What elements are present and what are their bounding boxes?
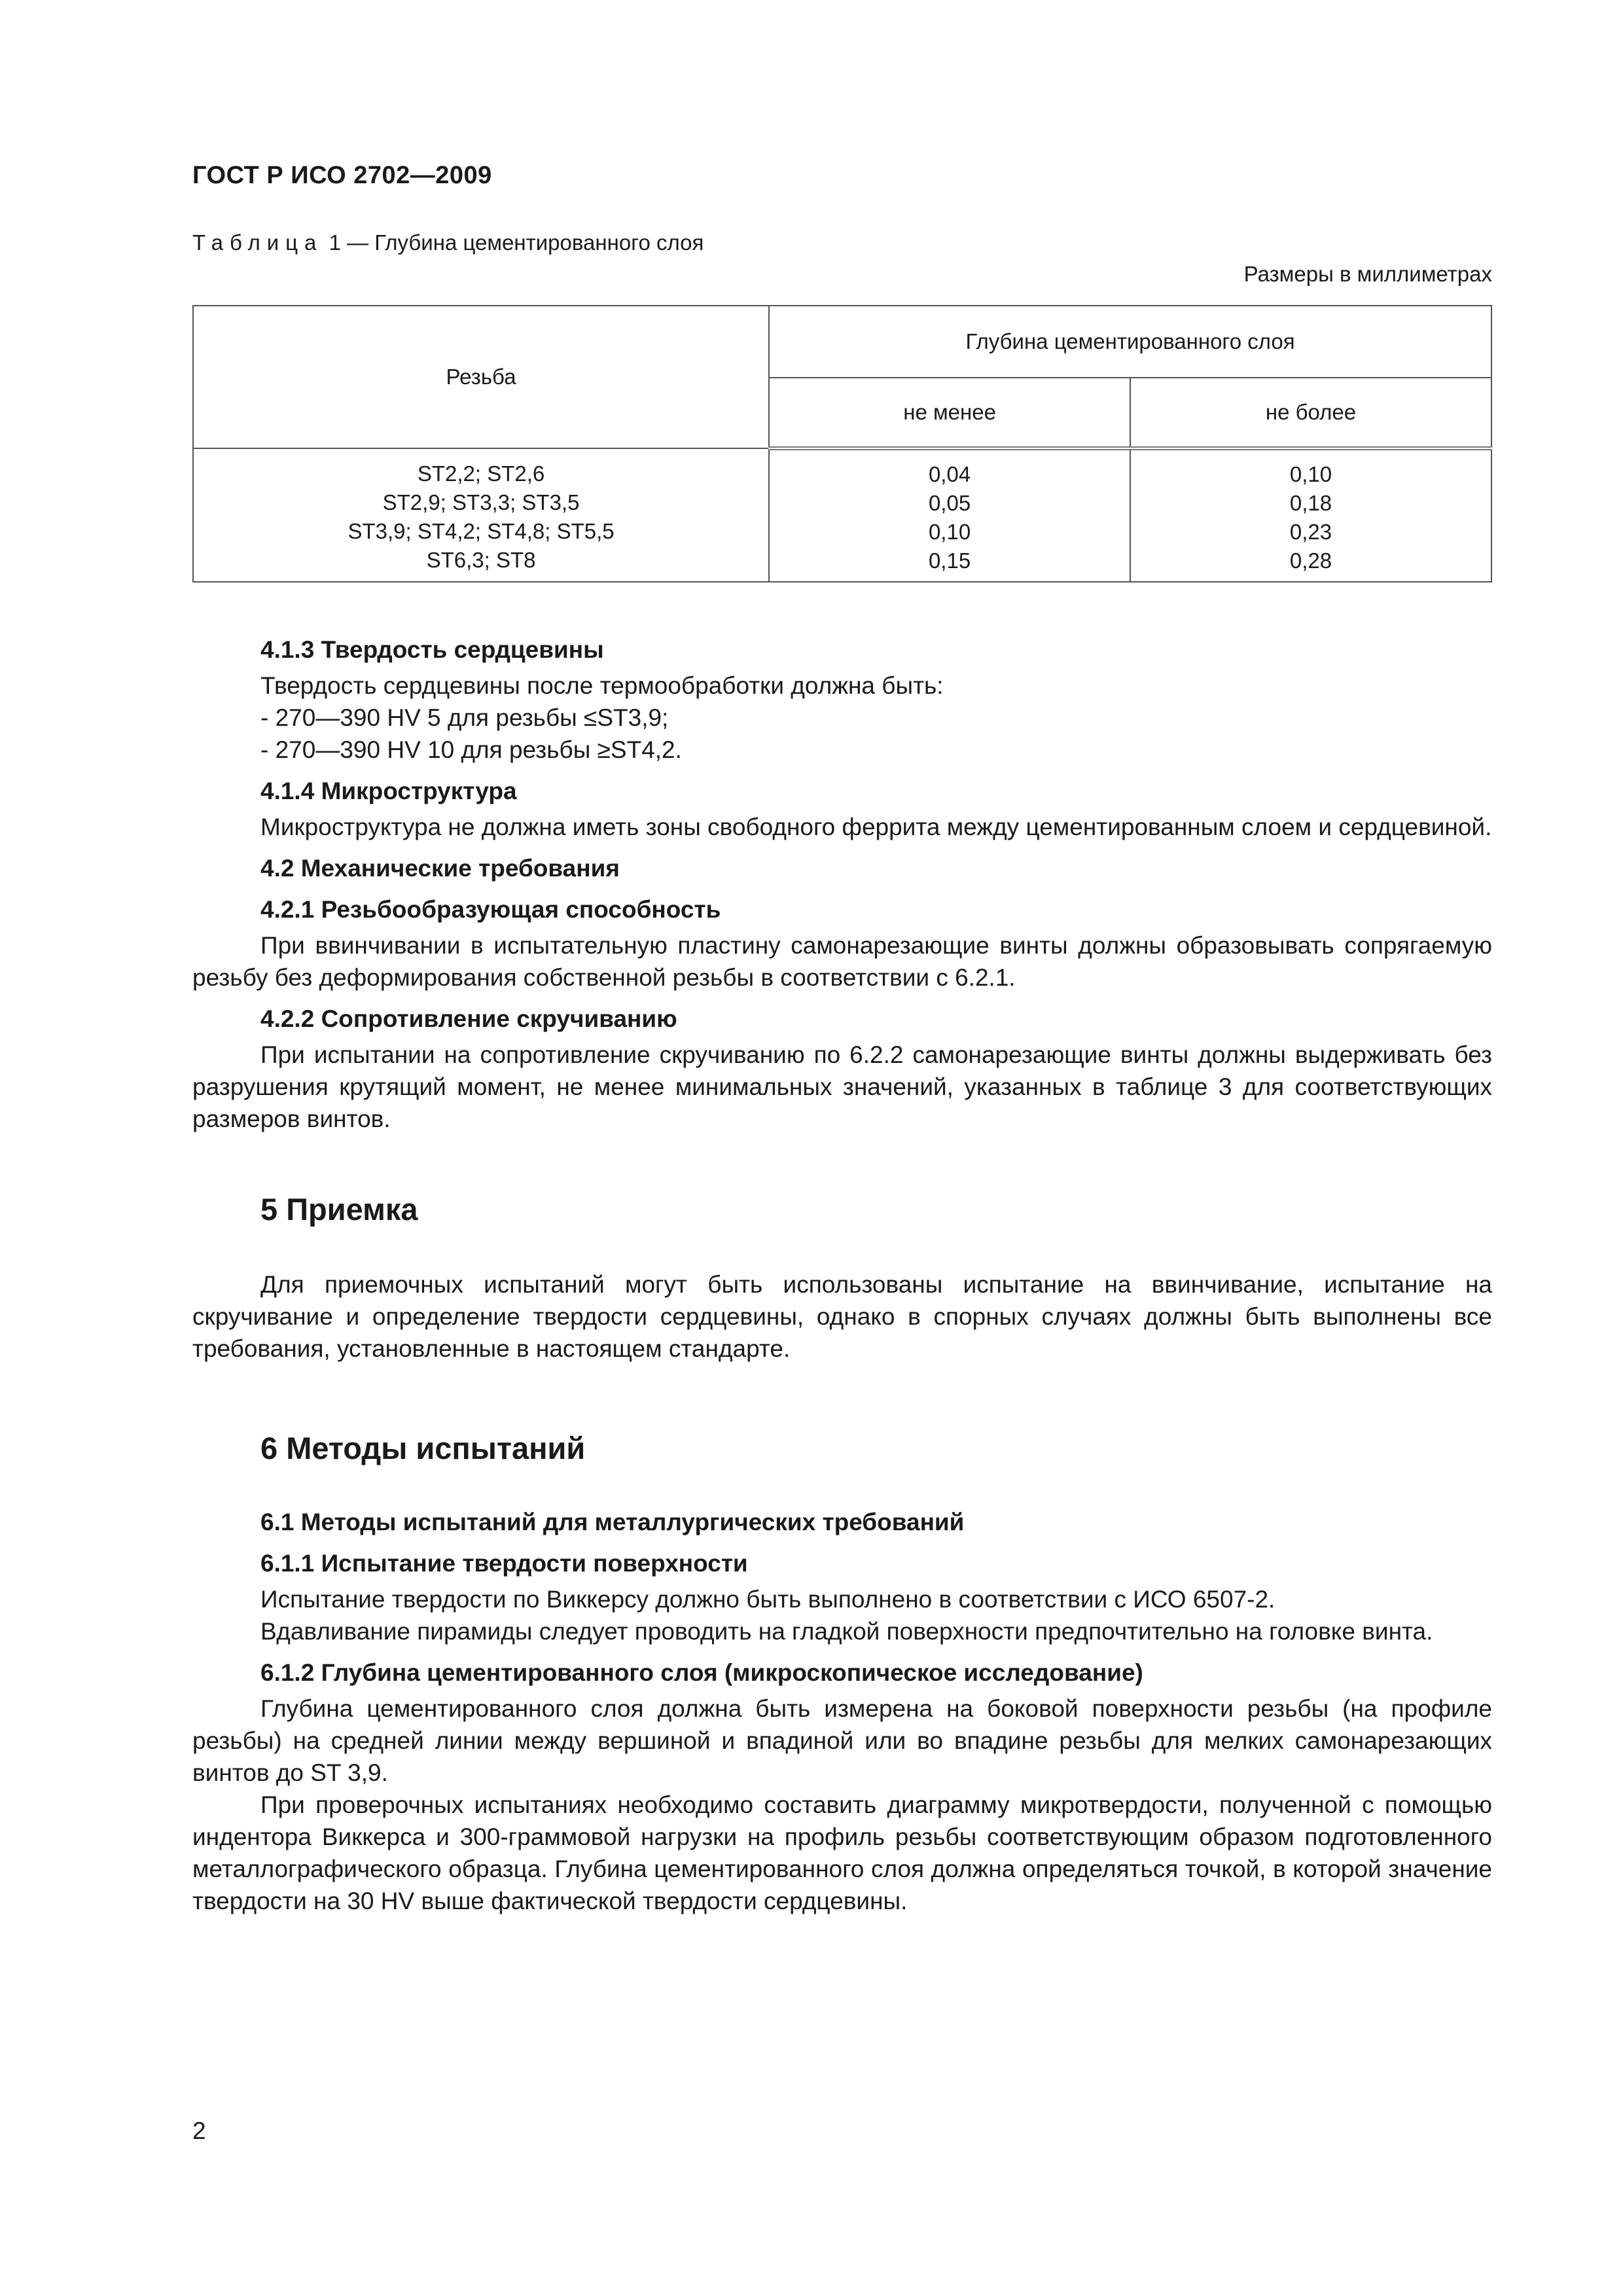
- table-cell: 0,18: [1289, 491, 1332, 515]
- paragraph: Для приемочных испытаний могут быть использованы испытание на ввинчивание, испытание на скручивание и определение твердости сердцевины, однако в спорных случаях должны быть выполнены все требования, установленные в настоящем стандарте.: [192, 1271, 1492, 1362]
- table-caption: [192, 230, 704, 255]
- header-max: не более: [1130, 378, 1491, 448]
- column-thread-values: [193, 448, 769, 582]
- table-units-note: Размеры в миллиметрах: [1243, 262, 1492, 286]
- section-heading-6-1: 6.1 Методы испытаний для металлургических требований: [260, 1509, 965, 1535]
- paragraph: При проверочных испытаниях необходимо составить диаграмму микротвердости, полученной с помощью индентора Виккерса и 300-граммовой нагрузки на профиль резьбы соответствующим образом подготовленного металлографического образца. Глубина цементированного слоя должна определяться точкой, в которой значение твердости на 30 HV выше фактической твердости сердцевины.: [192, 1791, 1492, 1914]
- header-case-depth: Глубина цементированного слоя: [769, 306, 1491, 378]
- column-max-values: [1130, 448, 1491, 582]
- case-depth-table: [192, 305, 1492, 583]
- column-min-values: [769, 448, 1130, 582]
- table-cell: 0,23: [1289, 520, 1332, 544]
- paragraph: Микроструктура не должна иметь зоны свободного феррита между цементированным слоем и сердцевиной.: [260, 814, 1492, 840]
- list-item: - 270—390 HV 10 для резьбы ≥ST4,2.: [260, 736, 682, 763]
- table-cell: ST3,9; ST4,2; ST4,8; ST5,5: [348, 519, 615, 543]
- table-cell: 0,15: [928, 548, 971, 573]
- paragraph: Глубина цементированного слоя должна быть измерена на боковой поверхности резьбы (на профиле резьбы) на средней линии между вершиной и впадиной или во впадине резьбы для мелких самонарезающих винтов до ST 3,9.: [192, 1695, 1492, 1786]
- table-cell: 0,10: [1289, 462, 1332, 486]
- paragraph: При ввинчивании в испытательную пластину самонарезающие винты должны образовывать сопрягаемую резьбу без деформирования собственной резьбы в соответствии с 6.2.1.: [192, 932, 1492, 991]
- table-caption-rest: 1 — Глубина цементированного слоя: [329, 230, 704, 255]
- section-heading-4-2: 4.2 Механические требования: [260, 855, 620, 882]
- table-cell: 0,05: [928, 491, 971, 515]
- table-caption-prefix: Таблица: [192, 230, 323, 255]
- page-number: 2: [192, 2117, 206, 2144]
- table-cell: ST2,9; ST3,3; ST3,5: [382, 490, 580, 514]
- section-heading-6-1-2: 6.1.2 Глубина цементированного слоя (микроскопическое исследование): [260, 1659, 1143, 1686]
- header-min: не менее: [769, 378, 1130, 448]
- table-cell: 0,28: [1289, 548, 1332, 573]
- paragraph: Твердость сердцевины после термообработки должна быть:: [260, 672, 944, 699]
- table-cell: 0,10: [928, 520, 971, 544]
- document-header: ГОСТ Р ИСО 2702—2009: [192, 162, 492, 189]
- section-heading-4-1-4: 4.1.4 Микроструктура: [260, 778, 517, 804]
- section-heading-6: 6 Методы испытаний: [260, 1431, 586, 1465]
- table-cell: ST2,2; ST2,6: [417, 461, 545, 486]
- paragraph: Вдавливание пирамиды следует проводить на гладкой поверхности предпочтительно на головке винта.: [260, 1618, 1433, 1645]
- table-cell: ST6,3; ST8: [426, 548, 536, 572]
- section-heading-4-2-1: 4.2.1 Резьбообразующая способность: [260, 896, 721, 923]
- paragraph: При испытании на сопротивление скручиванию по 6.2.2 самонарезающие винты должны выдерживать без разрушения крутящий момент, не менее минимальных значений, указанных в таблице 3 для соответствующих размеров винтов.: [192, 1041, 1492, 1132]
- section-heading-5: 5 Приемка: [260, 1192, 418, 1227]
- document-body: [192, 634, 1492, 1917]
- table-cell: 0,04: [928, 462, 971, 486]
- section-heading-6-1-1: 6.1.1 Испытание твердости поверхности: [260, 1550, 748, 1577]
- paragraph: Испытание твердости по Виккерсу должно быть выполнено в соответствии с ИСО 6507-2.: [260, 1586, 1275, 1613]
- list-item: - 270—390 HV 5 для резьбы ≤ST3,9;: [260, 704, 669, 731]
- section-heading-4-1-3: 4.1.3 Твердость сердцевины: [260, 636, 604, 663]
- header-thread: Резьба: [193, 306, 769, 448]
- section-heading-4-2-2: 4.2.2 Сопротивление скручиванию: [260, 1005, 677, 1032]
